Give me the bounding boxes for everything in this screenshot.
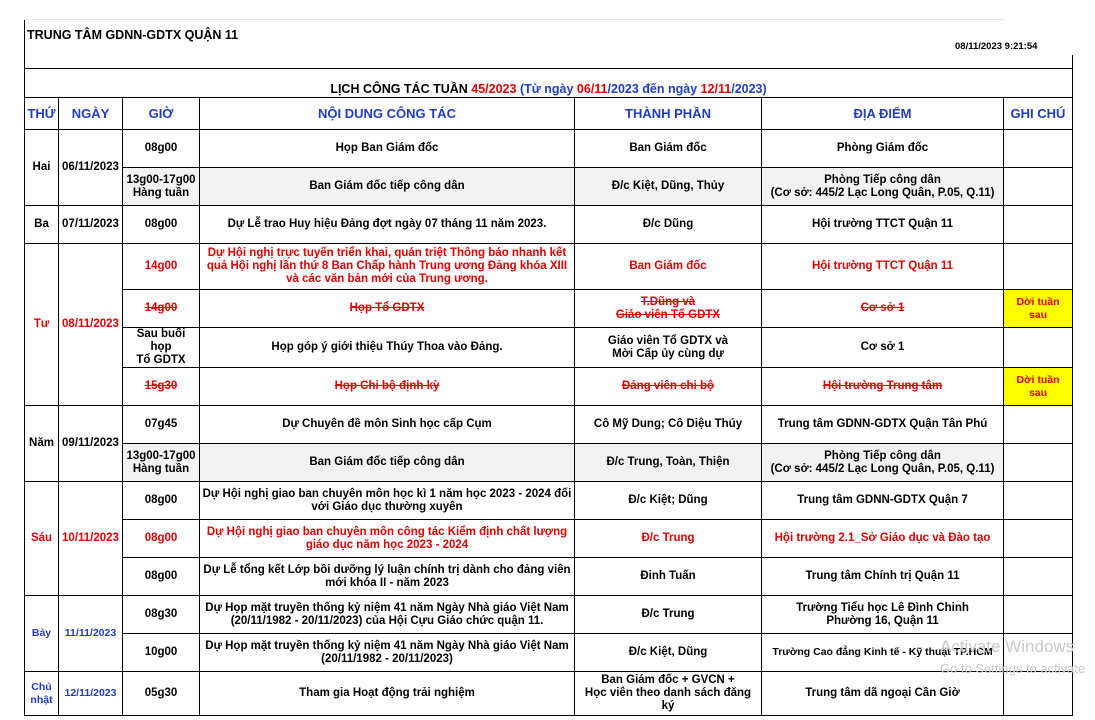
location-cell: Hội trường TTCT Quận 11 [762,244,1004,290]
participants-cell: Đ/c Trung [575,520,762,558]
time-cell: 08g00 [123,130,200,168]
note-cell [1004,328,1073,368]
col-diadiem: ĐỊA ĐIỂM [762,98,1004,130]
time-cell: 13g00-17g00 Hàng tuần [123,444,200,482]
content-cell: Dự Hội nghị giao ban chuyên môn công tác Kiểm định chất lượng giáo dục năm học 2023 - 2024 [200,520,575,558]
day-date: 06/11/2023 [59,130,123,206]
time-cell: 08g00 [123,482,200,520]
page-title: LỊCH CÔNG TÁC TUẦN 45/2023 (Từ ngày 06/11/2023 đến ngày 12/11/2023) [25,69,1073,98]
table-row [25,520,1073,558]
time-cell: 07g45 [123,406,200,444]
location-cell: Phòng Giám đốc [762,130,1004,168]
note-cell [1004,130,1073,168]
note-cell [1004,520,1073,558]
note-cell [1004,596,1073,634]
day-name: Năm [25,406,59,482]
participants-cell: T.Dũng và Giáo viên Tổ GDTX [575,290,762,328]
day-date: 10/11/2023 [59,482,123,596]
activation-watermark: Activate Windows [940,637,1075,656]
content-cell: Ban Giám đốc tiếp công dân [200,444,575,482]
content-cell: Dự Lễ tổng kết Lớp bồi dưỡng lý luận chính trị dành cho đảng viên mới khóa II - năm 2023 [200,558,575,596]
time-cell: 14g00 [123,244,200,290]
time-cell: 14g00 [123,290,200,328]
note-cell [1004,206,1073,244]
table-row [25,406,1073,444]
table-row [25,444,1073,482]
org-name: TRUNG TÂM GDNN-GDTX QUẬN 11 [25,20,1004,55]
participants-cell: Giáo viên Tổ GDTX và Mời Cấp ủy cùng dự [575,328,762,368]
content-cell: Tham gia Hoạt động trải nghiệm [200,672,575,716]
content-cell: Dự Chuyên đề môn Sinh học cấp Cụm [200,406,575,444]
participants-cell: Đinh Tuấn [575,558,762,596]
note-badge: Dời tuần sau [1004,368,1073,406]
note-cell [1004,672,1073,716]
content-cell: Họp góp ý giới thiệu Thúy Thoa vào Đảng. [200,328,575,368]
participants-cell: Đ/c Kiệt, Dũng [575,634,762,672]
location-cell: Trung tâm Chính trị Quận 11 [762,558,1004,596]
col-ngay: NGÀY [59,98,123,130]
participants-cell: Đ/c Kiệt, Dũng, Thủy [575,168,762,206]
location-cell: Cơ sở 1 [762,328,1004,368]
day-date: 07/11/2023 [59,206,123,244]
col-thanhphan: THÀNH PHẦN [575,98,762,130]
table-row [25,596,1073,634]
location-cell: Hội trường 2.1_Sở Giáo dục và Đào tạo [762,520,1004,558]
col-gio: GIỜ [123,98,200,130]
content-cell: Dự Họp mặt truyền thống kỷ niệm 41 năm Ngày Nhà giáo Việt Nam (20/11/1982 - 20/11/2023) của Hội Cựu Giáo chức quận 11. [200,596,575,634]
content-cell: Dự Hội nghị giao ban chuyên môn học kì 1 năm học 2023 - 2024 đối với Giáo dục thường xuyên [200,482,575,520]
table-row [25,244,1073,290]
location-cell: Trung tâm GDNN-GDTX Quận 7 [762,482,1004,520]
participants-cell: Đ/c Dũng [575,206,762,244]
timestamp: 08/11/2023 9:21:54 [955,41,1038,52]
time-cell: 08g00 [123,206,200,244]
table-row [25,168,1073,206]
time-cell: Sau buổi họp Tổ GDTX [123,328,200,368]
participants-cell: Đảng viên chi bộ [575,368,762,406]
location-cell: Trường Tiểu học Lê Đình Chinh Phường 16, Quận 11 [762,596,1004,634]
day-name: Tư [25,244,59,406]
note-badge: Dời tuần sau [1004,290,1073,328]
day-date: 08/11/2023 [59,244,123,406]
table-row [25,558,1073,596]
content-cell: Dự Hội nghị trực tuyến triển khai, quán triệt Thông báo nhanh kết quả Hội nghị lần thứ 8 Ban Chấp hành Trung ương Đảng khóa XIII và các văn bản mới của Trung ương. [200,244,575,290]
day-date: 09/11/2023 [59,406,123,482]
col-ghichu: GHI CHÚ [1004,98,1073,130]
day-name: Sáu [25,482,59,596]
participants-cell: Ban Giám đốc [575,130,762,168]
note-cell [1004,244,1073,290]
note-cell [1004,558,1073,596]
note-cell [1004,482,1073,520]
activation-watermark-sub: Go to Settings to activate [940,661,1086,676]
location-cell: Trung tâm GDNN-GDTX Quận Tân Phú [762,406,1004,444]
time-cell: 08g30 [123,596,200,634]
table-row [25,482,1073,520]
col-thu: THỨ [25,98,59,130]
participants-cell: Cô Mỹ Dung; Cô Diệu Thúy [575,406,762,444]
participants-cell: Đ/c Kiệt; Dũng [575,482,762,520]
table-row [25,290,1073,328]
location-cell: Trung tâm dã ngoại Cần Giờ [762,672,1004,716]
table-row [25,368,1073,406]
time-cell: 10g00 [123,634,200,672]
content-cell: Họp Ban Giám đốc [200,130,575,168]
note-cell [1004,406,1073,444]
participants-cell: Ban Giám đốc [575,244,762,290]
content-cell: Họp Tổ GDTX [200,290,575,328]
time-cell: 08g00 [123,558,200,596]
location-cell: Phòng Tiếp công dân (Cơ sở: 445/2 Lạc Long Quân, P.05, Q.11) [762,444,1004,482]
participants-cell: Đ/c Trung, Toàn, Thiện [575,444,762,482]
schedule-table [24,19,1073,716]
time-cell: 08g00 [123,520,200,558]
content-cell: Dự Họp mặt truyền thống kỷ niệm 41 năm Ngày Nhà giáo Việt Nam (20/11/1982 - 20/11/2023) [200,634,575,672]
day-date: 12/11/2023 [59,672,123,716]
time-cell: 05g30 [123,672,200,716]
table-row [25,328,1073,368]
col-noidung: NỘI DUNG CÔNG TÁC [200,98,575,130]
day-name: Ba [25,206,59,244]
table-row [25,634,1073,672]
time-cell: 13g00-17g00 Hàng tuần [123,168,200,206]
location-cell: Cơ sở 1 [762,290,1004,328]
location-cell: Trường Cao đẳng Kinh tế - Kỹ thuật TP.HCM [762,634,1004,672]
content-cell: Ban Giám đốc tiếp công dân [200,168,575,206]
table-row [25,130,1073,168]
participants-cell: Ban Giám đốc + GVCN + Học viên theo danh sách đăng ký [575,672,762,716]
location-cell: Hội trường TTCT Quận 11 [762,206,1004,244]
column-headers [25,98,1073,130]
participants-cell: Đ/c Trung [575,596,762,634]
table-row [25,672,1073,716]
note-cell [1004,444,1073,482]
day-name: Chủ nhật [25,672,59,716]
day-date: 11/11/2023 [59,596,123,672]
day-name: Bảy [25,596,59,672]
day-name: Hai [25,130,59,206]
location-cell: Hội trường Trung tâm [762,368,1004,406]
location-cell: Phòng Tiếp công dân (Cơ sở: 445/2 Lạc Long Quân, P.05, Q.11) [762,168,1004,206]
note-cell [1004,168,1073,206]
time-cell: 15g30 [123,368,200,406]
content-cell: Dự Lễ trao Huy hiệu Đảng đợt ngày 07 tháng 11 năm 2023. [200,206,575,244]
content-cell: Họp Chi bộ định kỳ [200,368,575,406]
table-row [25,206,1073,244]
